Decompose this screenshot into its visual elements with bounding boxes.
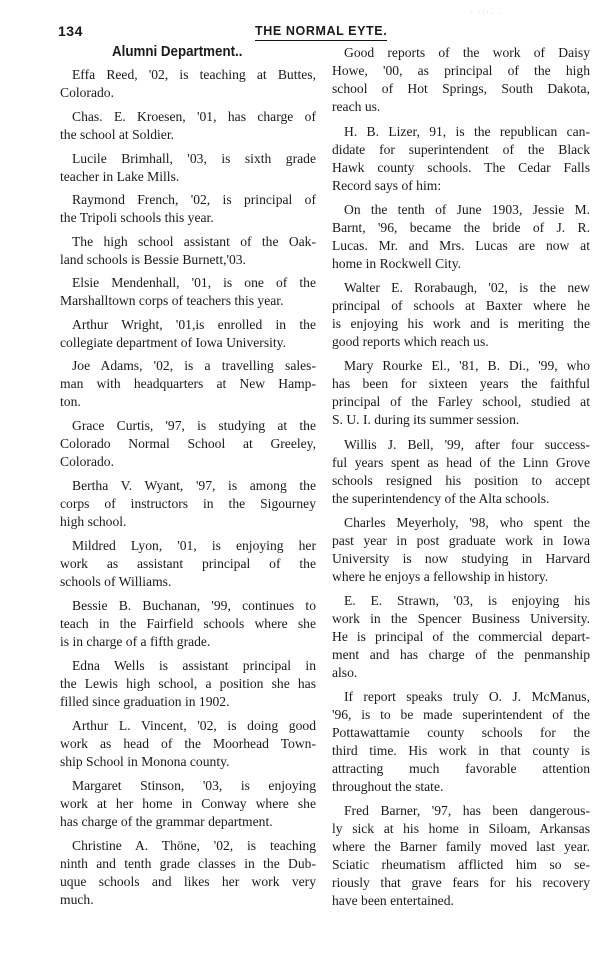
paragraph-line: good reports which reach us. xyxy=(332,334,489,349)
paragraph-line: schools resigned his position to accept xyxy=(332,473,590,488)
paragraph-line: If report speaks truly O. J. McManus, xyxy=(344,689,590,704)
paragraph-line: third time. His work in that county is xyxy=(332,743,590,758)
paragraph-line: collegiate department of Iowa University. xyxy=(60,335,286,350)
paragraph-line: uque schools and likes her work very xyxy=(60,874,316,889)
paragraph-line: didate for superintendent of the Black xyxy=(332,142,590,157)
paragraph-line: Colorado Normal School at Greeley, xyxy=(60,436,316,451)
paragraph-line: Arthur L. Vincent, '02, is doing good xyxy=(72,718,316,733)
paragraph-line: past year in post graduate work in Iowa xyxy=(332,533,590,548)
paragraph-line: Edna Wells is assistant principal in xyxy=(72,658,316,673)
paragraph-line: Walter E. Rorabaugh, '02, is the new xyxy=(344,280,590,295)
scan-speckle: · ·:·. . xyxy=(470,8,502,16)
paragraph-line: is in charge of a fifth grade. xyxy=(60,634,211,649)
paragraph-line: Charles Meyerholy, '98, who spent the xyxy=(344,515,590,530)
paragraph-line: Fred Barner, '97, has been dangerous- xyxy=(344,803,590,818)
paragraph-line: attracting much favorable attention xyxy=(332,761,590,776)
paragraph-line: much. xyxy=(60,892,94,907)
paragraph-line: riously that grave fears for his recovery xyxy=(332,875,590,890)
paragraph-line: Good reports of the work of Daisy xyxy=(344,45,590,60)
paragraph-line: throughout the state. xyxy=(332,779,444,794)
paragraph-line: corps of instructors in the Sigourney xyxy=(60,496,316,511)
paragraph-line: principal of the Farley school, studied at xyxy=(332,394,590,409)
paragraph-line: Joe Adams, '02, is a travelling sales- xyxy=(72,358,316,373)
paragraph-line: where he enjoys a fellowship in history. xyxy=(332,569,549,584)
paragraph-line: ship School in Monona county. xyxy=(60,754,230,769)
paragraph-line: where the Barner family moved last year. xyxy=(332,839,590,854)
paragraph-line: have been entertained. xyxy=(332,893,454,908)
paragraph-line: Arthur Wright, '01,is enrolled in the xyxy=(72,317,316,332)
paragraph-line: Hawk county schools. The Cedar Falls xyxy=(332,160,590,175)
paragraph-line: Chas. E. Kroesen, '01, has charge of xyxy=(72,109,316,124)
paragraph-line: teach in the Fairfield schools where she xyxy=(60,616,316,631)
paragraph-line: ly sick at his home in Siloam, Arkansas xyxy=(332,821,590,836)
paragraph-line: high school. xyxy=(60,514,127,529)
paragraph-line: land schools is Bessie Burnett,'03. xyxy=(60,252,246,267)
paragraph-line: also. xyxy=(332,665,358,680)
paragraph-line: principal of schools at Baxter where he xyxy=(332,298,590,313)
paragraph-line: Howe, '00, as principal of the high xyxy=(332,63,590,78)
paragraph-line: work at her home in Conway where she xyxy=(60,796,316,811)
paragraph-line: H. B. Lizer, 91, is the republican can- xyxy=(344,124,590,139)
paragraph-line: University is now studying in Harvard xyxy=(332,551,590,566)
paragraph-line: Christine A. Thöne, '02, is teaching xyxy=(72,838,316,853)
paragraph-line: Sciatic rheumatism afflicted him so se- xyxy=(332,857,590,872)
paragraph-line: Marshalltown corps of teachers this year. xyxy=(60,293,284,308)
paragraph-line: Effa Reed, '02, is teaching at Buttes, xyxy=(72,67,316,82)
paragraph-line: Lucas. Mr. and Mrs. Lucas are now at xyxy=(332,238,590,253)
paragraph-line: On the tenth of June 1903, Jessie M. xyxy=(344,202,590,217)
running-head: THE NORMAL EYTE. xyxy=(255,24,387,41)
paragraph-line: Pottawattamie county schools for the xyxy=(332,725,590,740)
paragraph-line: S. U. I. during its summer session. xyxy=(332,412,520,427)
paragraph-line: work in the Spencer Business University. xyxy=(332,611,590,626)
paragraph-line: school of Hot Springs, South Dakota, xyxy=(332,81,590,96)
paragraph-line: Colorado. xyxy=(60,85,114,100)
paragraph-line: '96, is to be made superintendent of the xyxy=(332,707,590,722)
paragraph-line: has charge of the grammar department. xyxy=(60,814,273,829)
paragraph-line: E. E. Strawn, '03, is enjoying his xyxy=(344,593,590,608)
paragraph-line: He is principal of the commercial depart- xyxy=(332,629,590,644)
section-title: Alumni Department.. xyxy=(112,44,243,60)
paragraph-line: man with headquarters at New Hamp- xyxy=(60,376,316,391)
paragraph-line: ment and has charge of the penmanship xyxy=(332,647,590,662)
paragraph-line: Margaret Stinson, '03, is enjoying xyxy=(72,778,316,793)
paragraph-line: Grace Curtis, '97, is studying at the xyxy=(72,418,316,433)
paragraph-line: is enjoying his work and is meriting the xyxy=(332,316,590,331)
paragraph-line: Willis J. Bell, '99, after four success- xyxy=(344,437,590,452)
paragraph-line: work as assistant principal of the xyxy=(60,556,316,571)
paragraph-line: the Lewis high school, a position she has xyxy=(60,676,316,691)
paragraph-line: Bertha V. Wyant, '97, is among the xyxy=(72,478,316,493)
paragraph-line: the superintendency of the Alta schools. xyxy=(332,491,550,506)
page-number: 134 xyxy=(58,23,83,39)
paragraph-line: Raymond French, '02, is principal of xyxy=(72,192,316,207)
paragraph-line: work as head of the Moorhead Town- xyxy=(60,736,316,751)
paragraph-line: the school at Soldier. xyxy=(60,127,175,142)
paragraph-line: teacher in Lake Mills. xyxy=(60,169,180,184)
paragraph-line: schools of Williams. xyxy=(60,574,172,589)
paragraph-line: the Tripoli schools this year. xyxy=(60,210,214,225)
paragraph-line: Mary Rourke El., '81, B. Di., '99, who xyxy=(344,358,590,373)
paragraph-line: has been for sixteen years the faithful xyxy=(332,376,590,391)
paragraph-line: filled since graduation in 1902. xyxy=(60,694,230,709)
paragraph-line: ful years spent as head of the Linn Grove xyxy=(332,455,590,470)
paragraph-line: Bessie B. Buchanan, '99, continues to xyxy=(72,598,316,613)
paragraph-line: Lucile Brimhall, '03, is sixth grade xyxy=(72,151,316,166)
paragraph-line: Elsie Mendenhall, '01, is one of the xyxy=(72,275,316,290)
paragraph-line: reach us. xyxy=(332,99,381,114)
paragraph-line: ninth and tenth grade classes in the Dub- xyxy=(60,856,316,871)
paragraph-line: Mildred Lyon, '01, is enjoying her xyxy=(72,538,316,553)
paragraph-line: Barnt, '96, became the bride of J. R. xyxy=(332,220,590,235)
paragraph-line: Record says of him: xyxy=(332,178,442,193)
paragraph-line: ton. xyxy=(60,394,81,409)
paragraph-line: home in Rockwell City. xyxy=(332,256,462,271)
paragraph-line: The high school assistant of the Oak- xyxy=(72,234,316,249)
paragraph-line: Colorado. xyxy=(60,454,114,469)
